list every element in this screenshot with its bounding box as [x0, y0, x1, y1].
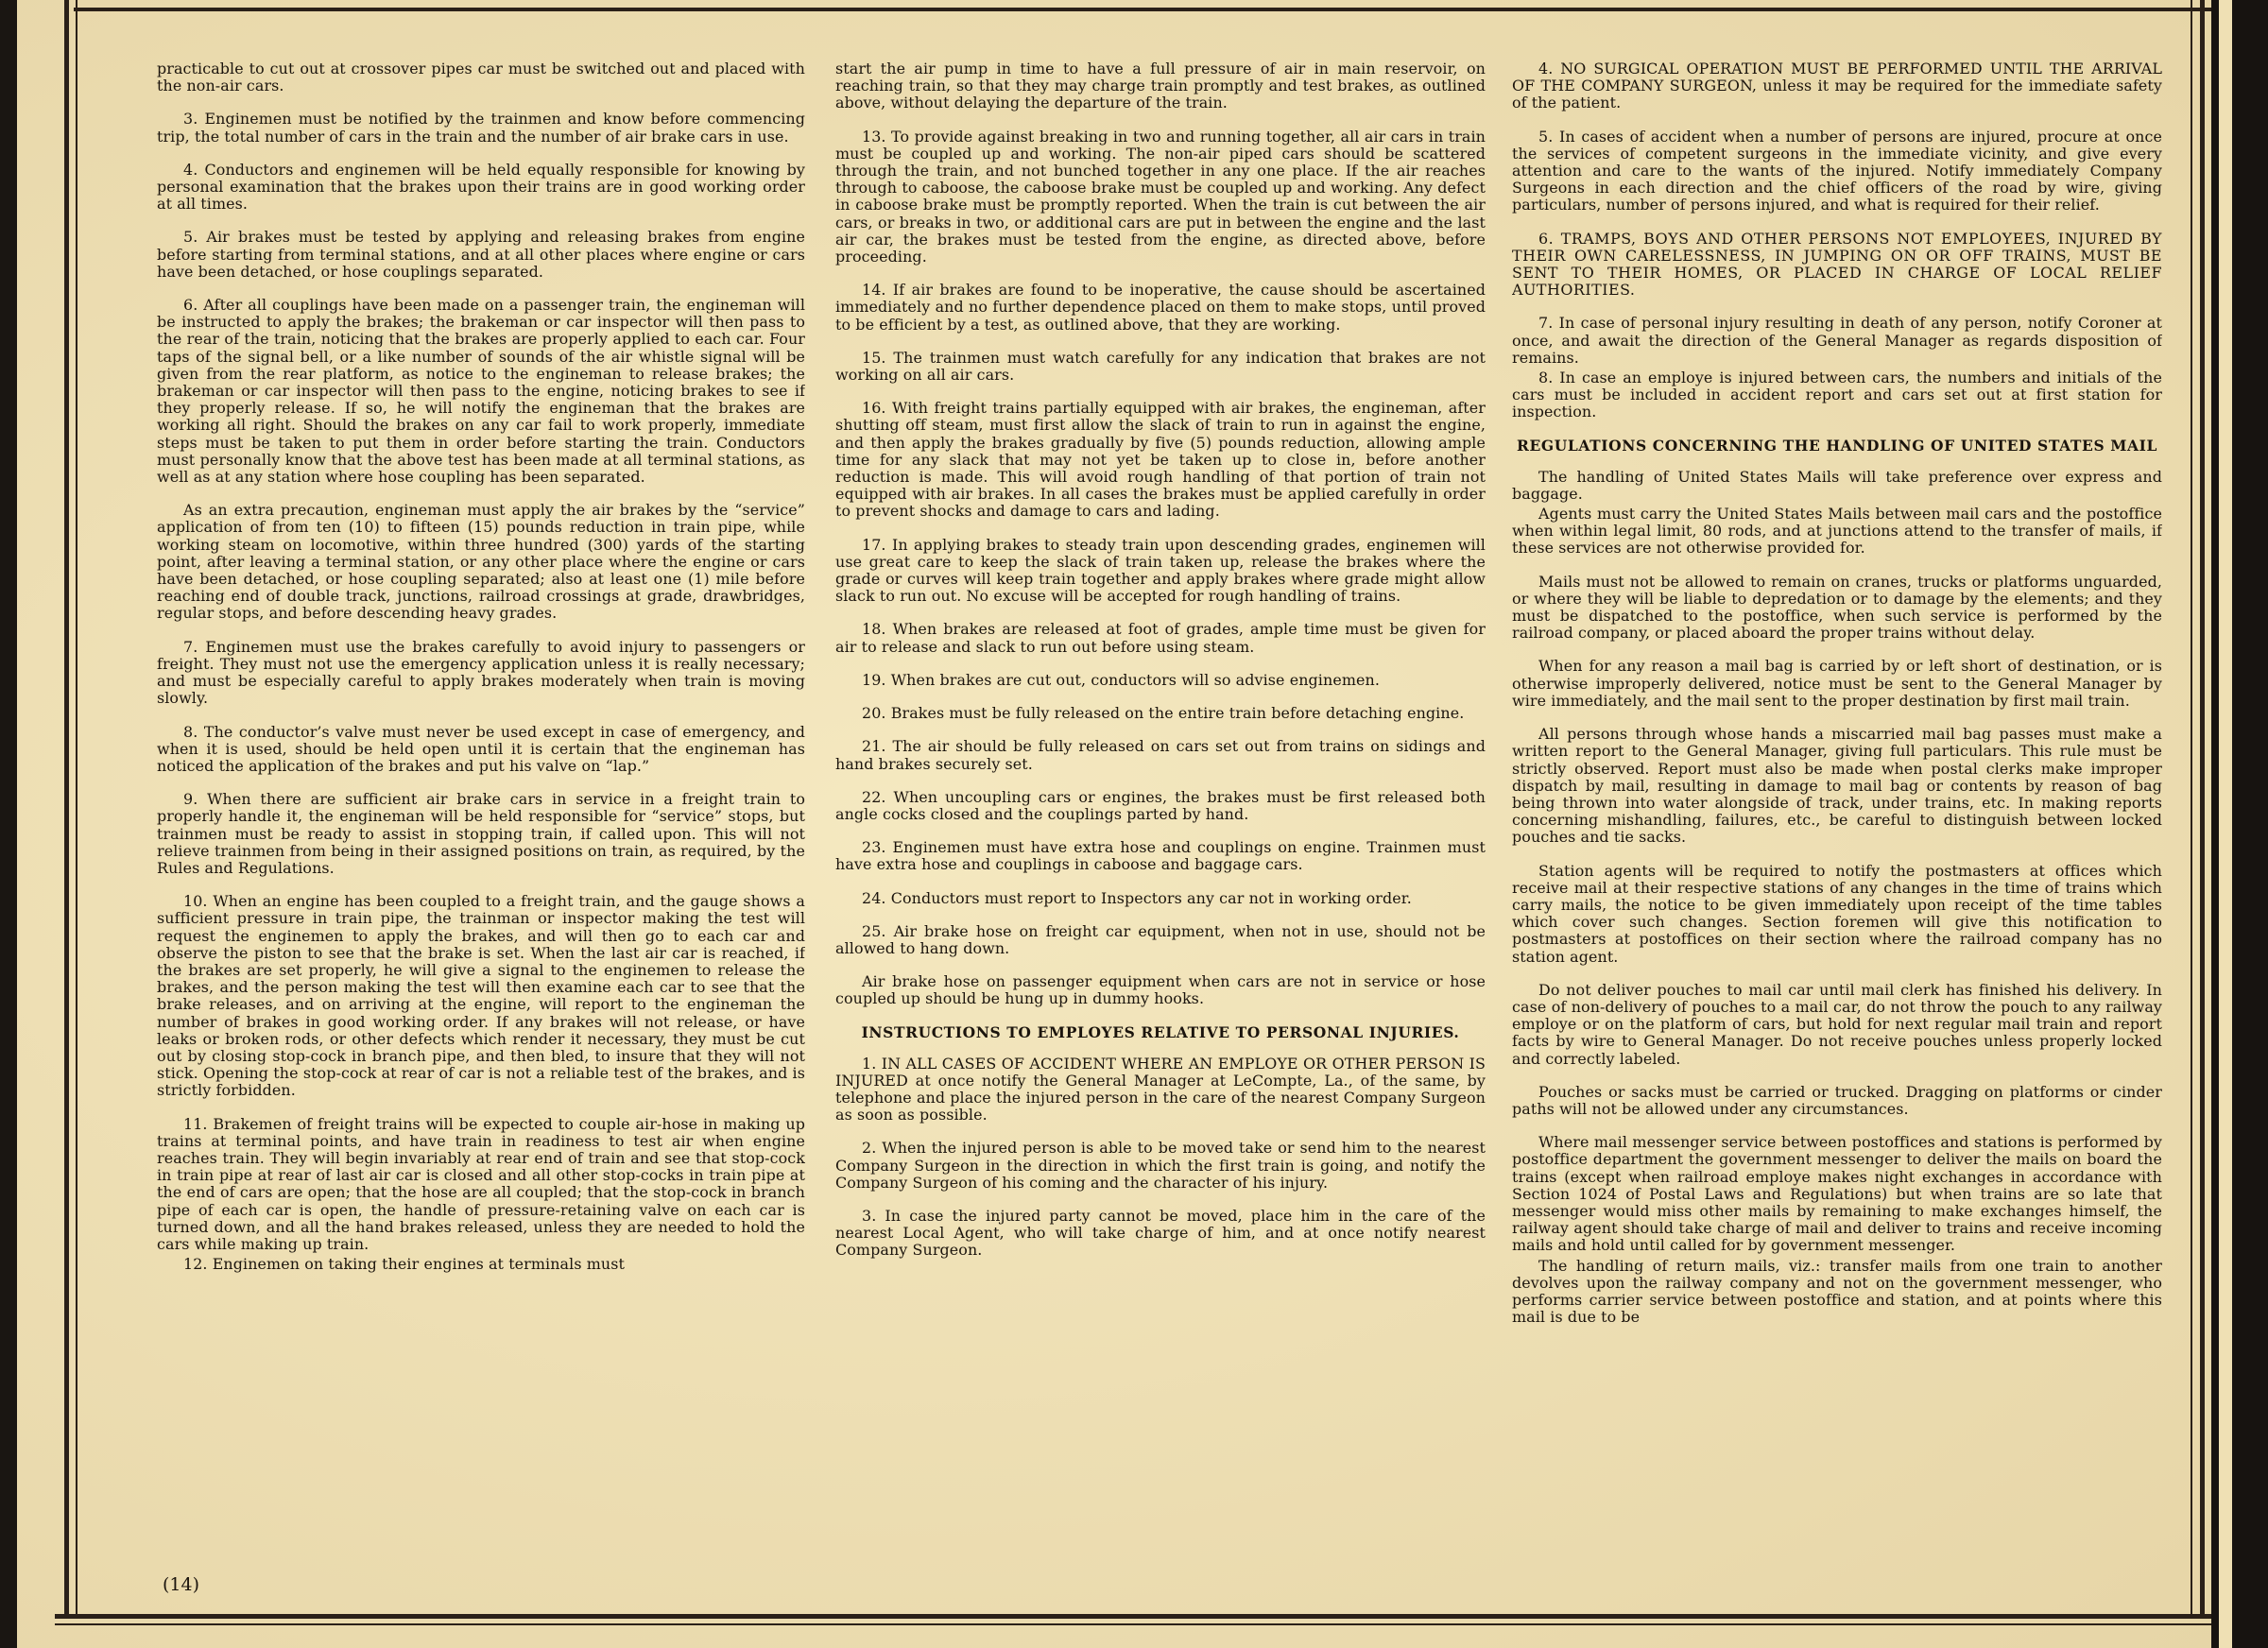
- paragraph: 10. When an engine has been coupled to a freight train, and the gauge shows a sufficient pressure in train pipe, the trainman or inspector making the test will request the enginemen to apply the brakes, and will then go to each car and observe the piston to see that the brake is set. When the last air car is reached, if the brakes are set properly, he will give a signal to the enginemen to release the brakes, and the person making the test will then examine each car to see that the brake releases, and on arriving at the engine, will report to the engineman the number of brakes in good working order. If any brakes will not release, or have leaks or broken rods, or other defects which render it necessary, they must be cut out by closing stop-cock in branch pipe, and then bled, to insure that they will not stick. Opening the stop-cock at rear of car is not a reliable test of the brakes, and is strictly forbidden.: [157, 892, 805, 1100]
- paragraph: 4. NO SURGICAL OPERATION MUST BE PERFORMED UNTIL THE ARRIVAL OF THE COMPANY SURGEON, unless it may be required for the immediate safety of the patient.: [1512, 60, 2162, 112]
- paragraph: 2. When the injured person is able to be moved take or send him to the nearest Company Surgeon in the direction in which the first train is going, and notify the Company Surgeon of his coming and the character of his injury.: [835, 1139, 1486, 1192]
- paragraph: 3. In case the injured party cannot be moved, place him in the care of the nearest Local Agent, who will take charge of him, and at once notify nearest Company Surgeon.: [835, 1206, 1486, 1260]
- paragraph: 14. If air brakes are found to be inoperative, the cause should be ascertained immediately and no further dependence placed on them to make stops, until proved to be efficient by a test, as outlined above, that they are working.: [835, 281, 1486, 334]
- paragraph: 8. The conductor’s valve must never be used except in case of emergency, and when it is used, should be held open until it is certain that the engineman has noticed the application of the brakes and put his valve on “lap.”: [157, 722, 805, 775]
- paragraph: Mails must not be allowed to remain on cranes, trucks or platforms unguarded, or where they will be liable to depredation or to damage by the elements; and they must be dispatched to the postoffice, when such service is performed by the railroad company, or placed aboard the proper trains without delay.: [1512, 572, 2162, 643]
- left-border-thin: [76, 0, 77, 1618]
- paragraph: 6. TRAMPS, BOYS AND OTHER PERSONS NOT EMPLOYEES, INJURED BY THEIR OWN CARELESSNESS, IN JUMPING ON OR OFF TRAINS, MUST BE SENT TO THEIR HOMES, OR PLACED IN CHARGE OF LOCAL RELIEF AUTHORITIES.: [1512, 229, 2162, 300]
- paragraph: 18. When brakes are released at foot of grades, ample time must be given for air to release and slack to run out before using steam.: [835, 620, 1486, 656]
- paragraph: Air brake hose on passenger equipment when cars are not in service or hose coupled up should be hung up in dummy hooks.: [835, 972, 1486, 1008]
- paragraph: 7. Enginemen must use the brakes carefully to avoid injury to passengers or freight. They must not use the emergency application unless it is really necessary; and must be especially careful to apply brakes moderately when train is moving slowly.: [157, 637, 805, 708]
- paragraph: 19. When brakes are cut out, conductors will so advise enginemen.: [862, 670, 1380, 689]
- paragraph: 12. Enginemen on taking their engines at terminals must: [183, 1255, 625, 1274]
- paragraph: start the air pump in time to have a full pressure of air in main reservoir, on reaching train, so that they may charge train promptly and test brakes, as outlined above, without delaying the departure of the train.: [835, 60, 1486, 112]
- paragraph: Agents must carry the United States Mails between mail cars and the postoffice when within legal limit, 80 rods, and at junctions attend to the transfer of mails, if these services are not otherwise provided for.: [1512, 505, 2162, 558]
- page-sheet: [17, 0, 2228, 1648]
- paragraph: 7. In case of personal injury resulting in death of any person, notify Coroner at once, and await the direction of the General Manager as regards disposition of remains.: [1512, 314, 2162, 367]
- paragraph: 3. Enginemen must be notified by the trainmen and know before commencing trip, the total number of cars in the train and the number of air brake cars in use.: [157, 110, 805, 146]
- paragraph: 15. The trainmen must watch carefully for any indication that brakes are not working on all air cars.: [835, 348, 1486, 385]
- paragraph: 11. Brakemen of freight trains will be expected to couple air-hose in making up trains at terminal points, and have train in readiness to test air when engine reaches train. They will begin invariably at rear end of train and see that stop-cock in train pipe at rear of last air car is closed and all other stop-cocks in train pipe at the end of cars are open; that the hose are all coupled; that the stop-cock in branch pipe of each car is open, the handle of pressure-retaining valve on each car is turned down, and all the hand brakes released, unless they are needed to hold the cars while making up train.: [157, 1114, 805, 1253]
- paragraph: All persons through whose hands a miscarried mail bag passes must make a written report to the General Manager, giving full particulars. This rule must be strictly observed. Report must also be made when postal clerks make improper dispatch by mail, resulting in damage to mail bag or contents by reason of bag being thrown into water alongside of track, under trains, etc. In making reports concerning mishandling, failures, etc., be careful to distinguish between locked pouches and tie sacks.: [1512, 725, 2162, 847]
- paragraph: As an extra precaution, engineman must apply the air brakes by the “service” application of from ten (10) to fifteen (15) pounds reduction in train pipe, while working steam on locomotive, within three hundred (300) yards of the starting point, after leaving a terminal station, or any other place where the engine or cars have been detached, or hose coupling separated; also at least one (1) mile before reaching end of double track, junctions, railroad crossings at grade, drawbridges, regular stops, and before descending heavy grades.: [157, 501, 805, 623]
- paragraph: The handling of return mails, viz.: transfer mails from one train to another devolves upon the railway company and not on the government messenger, who performs carrier service between postoffice and station, and at points where this mail is due to be: [1512, 1256, 2162, 1327]
- right-border-thin: [2191, 0, 2192, 1618]
- paragraph: 5. In cases of accident when a number of persons are injured, procure at once the services of competent surgeons in the immediate vicinity, and give every attention and care to the wants of the injured. Notify immediately Company Surgeons in each direction and the chief officers of the road by wire, giving particulars, number of persons injured, and what is required for their relief.: [1512, 127, 2162, 215]
- paragraph: 1. IN ALL CASES OF ACCIDENT WHERE AN EMPLOYE OR OTHER PERSON IS INJURED at once notify the General Manager at LeCompte, La., of the same, by telephone and place the injured person in the care of the nearest Company Surgeon as soon as possible.: [835, 1054, 1486, 1124]
- paragraph: 20. Brakes must be fully released on the entire train before detaching engine.: [862, 704, 1465, 723]
- paragraph: 21. The air should be fully released on cars set out from trains on sidings and hand brakes securely set.: [835, 737, 1486, 773]
- column-2: [835, 60, 1486, 1554]
- section-heading-injuries: INSTRUCTIONS TO EMPLOYES RELATIVE TO PERSONAL INJURIES.: [861, 1022, 1460, 1041]
- bottom-border-thick: [55, 1614, 2211, 1619]
- binding-edge: [2211, 0, 2268, 1648]
- bottom-border-thin: [55, 1623, 2211, 1625]
- paragraph: 17. In applying brakes to steady train upon descending grades, enginemen will use great care to keep the slack of train taken up, release the brakes where the grade or curves will keep train together and apply brakes where grade might allow slack to run out. No excuse will be accepted for rough handling of trains.: [835, 535, 1486, 606]
- paragraph: 5. Air brakes must be tested by applying and releasing brakes from engine before starting from terminal stations, and at all other places where engine or cars have been detached, or hose couplings separated.: [157, 228, 805, 281]
- paragraph: Do not deliver pouches to mail car until mail clerk has finished his delivery. In case of non-delivery of pouches to a mail car, do not throw the pouch to any railway employe or on the platform of cars, but hold for next regular mail train and report facts by wire to General Manager. Do not receive pouches unless properly locked and correctly labeled.: [1512, 980, 2162, 1068]
- paragraph: 16. With freight trains partially equipped with air brakes, the engineman, after shutting off steam, must first allow the slack of train to run in against the engine, and then apply the brakes gradually by five (5) pounds reduction, allowing ample time for any slack that may not yet be taken up to close in, before another reduction is made. This will avoid rough handling of that portion of train not equipped with air brakes. In all cases the brakes must be applied carefully in order to prevent shocks and damage to cars and lading.: [835, 399, 1486, 521]
- paragraph: 23. Enginemen must have extra hose and couplings on engine. Trainmen must have extra hose and couplings in caboose and baggage cars.: [835, 838, 1486, 874]
- paragraph: 9. When there are sufficient air brake cars in service in a freight train to properly handle it, the engineman will be held responsible for “service” stops, but trainmen must be ready to assist in stopping train, if called upon. This will not relieve trainmen from being in their assigned positions on train, as required, by the Rules and Regulations.: [157, 790, 805, 877]
- binding-stripe: [2219, 0, 2232, 1648]
- paragraph: 24. Conductors must report to Inspectors any car not in working order.: [862, 888, 1412, 907]
- right-border-thick: [2200, 0, 2205, 1618]
- paragraph: 22. When uncoupling cars or engines, the brakes must be first released both angle cocks closed and the couplings parted by hand.: [835, 787, 1486, 823]
- paragraph: Pouches or sacks must be carried or trucked. Dragging on platforms or cinder paths will not be allowed under any circumstances.: [1512, 1082, 2162, 1118]
- column-1: [157, 60, 805, 1554]
- paragraph: 8. In case an employe is injured between cars, the numbers and initials of the cars must be included in accident report and cars set out at first station for inspection.: [1512, 369, 2162, 421]
- column-3: [1512, 60, 2162, 1554]
- paragraph: 13. To provide against breaking in two and running together, all air cars in train must be coupled up and working. The non-air piped cars should be scattered through the train, and not bunched together in any one place. If the air reaches through to caboose, the caboose brake must be coupled up and working. Any defect in caboose brake must be promptly reported. When the train is cut between the air cars, or breaks in two, or additional cars are put in between the engine and the last air car, the brakes must be tested from the engine, as directed above, before proceeding.: [835, 127, 1486, 266]
- paragraph: 25. Air brake hose on freight car equipment, when not in use, should not be allowed to hang down.: [835, 921, 1486, 957]
- top-border: [74, 8, 2211, 11]
- paragraph: Station agents will be required to notify the postmasters at offices which receive mail at their respective stations of any changes in the time of trains which carry mails, the notice to be given immediately upon receipt of the time tables which cover such changes. Section foremen will give this notification to postmasters at postoffices on their section where the railroad company has no station agent.: [1512, 861, 2162, 966]
- page-number: (14): [163, 1574, 200, 1595]
- paragraph: 4. Conductors and enginemen will be held equally responsible for knowing by personal examination that the brakes upon their trains are in good working order at all times.: [157, 160, 805, 214]
- paragraph: When for any reason a mail bag is carried by or left short of destination, or is otherwise improperly delivered, notice must be sent to the General Manager by wire immediately, and the mail sent to the proper destination by first mail train.: [1512, 657, 2162, 710]
- section-heading-mail: REGULATIONS CONCERNING THE HANDLING OF UNITED STATES MAIL: [1516, 436, 2157, 455]
- left-border-thick: [64, 0, 69, 1618]
- paragraph: The handling of United States Mails will take preference over express and baggage.: [1512, 467, 2162, 503]
- paragraph: 6. After all couplings have been made on a passenger train, the engineman will be instructed to apply the brakes; the brakeman or car inspector will then pass to the rear of the train, noticing that the brakes are properly applied to each car. Four taps of the signal bell, or a like number of sounds of the air whistle signal will be given from the rear platform, as notice to the engineman to release brakes; the brakeman or car inspector will then pass to the engine, noticing brakes to see if they properly release. If so, he will notify the engineman that the brakes are working all right. Should the brakes on any car fail to work properly, immediate steps must be taken to put them in order before starting the train. Conductors must personally know that the above test has been made at all terminal stations, as well as at any station where hose coupling has been separated.: [157, 296, 805, 487]
- paragraph: Where mail messenger service between postoffices and stations is performed by postoffice department the government messenger to deliver the mails on board the trains (except when railroad employe makes night exchanges in accordance with Section 1024 of Postal Laws and Regulations) but when trains are so late that messenger would miss other mails by remaining to make exchanges himself, the railway agent should take charge of mail and deliver to trains and receive incoming mails and hold until called for by government messenger.: [1512, 1133, 2162, 1255]
- paragraph: practicable to cut out at crossover pipes car must be switched out and placed with the non-air cars.: [157, 60, 805, 95]
